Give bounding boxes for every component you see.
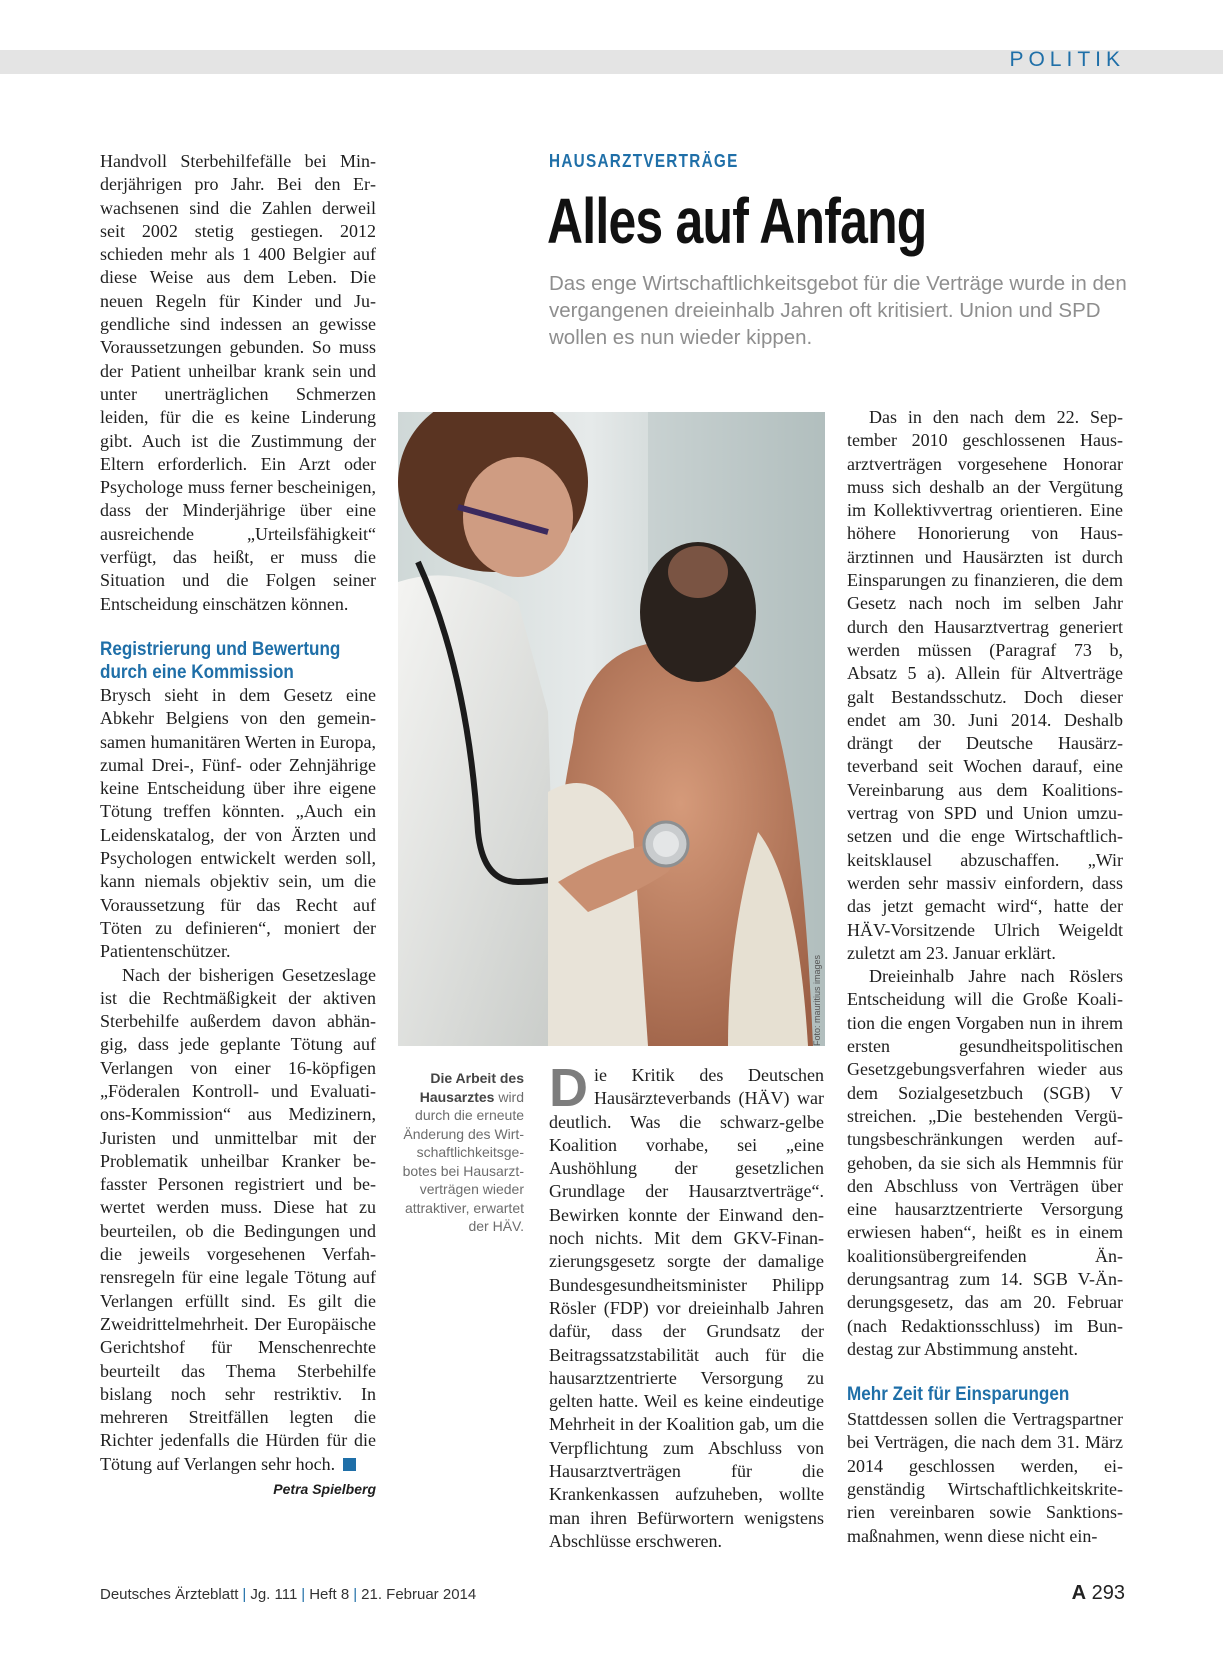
drop-cap: D — [549, 1058, 588, 1118]
article-photo — [398, 412, 825, 1046]
article-title: Alles auf Anfang — [547, 185, 927, 257]
footer-separator: | — [242, 1586, 247, 1603]
page-prefix: A — [1071, 1582, 1087, 1604]
right-paragraph-1: Das in den nach dem 22. September 2010 geschlossenen Hausarztverträgen vorgesehene Honorar muss sich deshalb an der Vergütung im Kollektivvertrag orientieren. Eine höhere Honorierung von Hausärztinnen und Hausärzten ist durch Einsparungen zu finanzieren, die dem Gesetz nach noch im selben Jahr durch den Hausarztvertrag generiert werden müssen (Paragraf 73 b, Absatz 5 a). Allein für Altverträge galt Bestandsschutz. Doch dieser endet am 30. Juni 2014. Deshalb drängt der Deutsche Hausärzteverband seit Wochen darauf, eine Vereinbarung aus dem Koalitionsvertrag von SPD und Union umzusetzen und die enge Wirtschaftlichkeitsklausel abzuschaffen. „Wir werden sehr massiv einfordern, dass das jetzt gemacht wird“, hatte der HÄV-Vorsitzende Ulrich Weigeldt zuletzt am 23. Januar erklärt. — [847, 407, 1123, 963]
photo-credit: Foto: mauritius images — [812, 954, 822, 1046]
left-column — [100, 150, 376, 1501]
left-paragraph-1: Handvoll Sterbehilfefälle bei Minderjährigen pro Jahr. Bei den Erwachsenen sind die Zahlen derweil seit 2002 stetig gestiegen. 2012 schieden mehr als 1 400 Belgier auf diese Weise aus dem Leben. Die neuen Regeln für Kinder und Jugendliche sind indessen an gewisse Voraussetzungen gebunden. So muss der Patient unheilbar krank sein und unter unerträglichen Schmerzen leiden, für die es keine Linderung gibt. Auch ist die Zustimmung der Eltern erforderlich. Ein Arzt oder Psychologe muss ferner bescheinigen, dass der Minderjährige über eine ausreichende „Urteilsfähigkeit“ verfügt, das heißt, er muss die Situation und die Folgen seiner Entscheidung einschätzen können. — [100, 151, 376, 614]
left-paragraph-2: Brysch sieht in dem Gesetz eine Abkehr Belgiens von den gemeinsamen humanitären Werten in Europa, zumal Drei-, Fünf- oder Zehnjährige keine Entscheidung über ihre eigene Tötung treffen könnten. „Auch ein Leidenskatalog, der von Ärzten und Psychologen entwickelt werden soll, kann niemals objektiv sein, um die Voraussetzung für das Recht auf Töten zu definieren“, moniert der Patientenschützer. — [100, 684, 376, 962]
left-subhead-line-2: durch eine Kommission — [100, 661, 294, 683]
left-subhead — [100, 638, 348, 684]
right-subhead: Mehr Zeit für Einsparungen — [847, 1384, 1070, 1406]
issue-date: 21. Februar 2014 — [361, 1586, 477, 1603]
issue: Heft 8 — [309, 1586, 350, 1603]
page-number — [1072, 1582, 1125, 1605]
left-subhead-line-1: Registrierung und Bewertung — [100, 638, 341, 660]
caption-text: wird durch die erneute Änderung des Wirtschaftlichkeitsgebotes bei Hausarztverträgen wieder attraktiver, erwartet der HÄV. — [402, 1088, 524, 1234]
middle-paragraph-1 — [549, 1058, 824, 1553]
end-mark-icon — [343, 1458, 356, 1471]
article-teaser: Das enge Wirtschaftlichkeitsgebot für die Verträge wurde in den vergangenen dreieinhalb Jahren oft kritisiert. Union und SPD wollen es nun wieder kippen. — [549, 272, 1127, 349]
right-paragraph-3: Stattdessen sollen die Vertragspartner bei Verträgen, die nach dem 31. März 2014 geschlossen werden, eigenständig Wirtschaftlichkeitskriterien vereinbaren sowie Sanktionsmaßnahmen, wenn diese nicht ein- — [847, 1409, 1123, 1546]
left-paragraph-3-text: Nach der bisherigen Gesetzeslage ist die Rechtmäßigkeit der aktiven Sterbehilfe außerdem davon abhängig, dass jede geplante Tötung auf Verlangen von einer 16-köpfigen „Föderalen Kontroll- und Evaluations-Kommission“ aus Medizinern, Juristen und unmittelbar mit der Problematik unheilbar Kranker befasster Personen registriert und bewertet werden muss. Diese hat zu beurteilen, ob die Bedingungen und die jeweils vorgesehenen Verfahrensregeln für eine legale Tötung auf Verlangen erfüllt sind. Es gilt die Zweidrittelmehrheit. Der Europäische Gerichtshof für Menschenrechte beurteilt das Thema Sterbehilfe bislang noch sehr restriktiv. In mehreren Streitfällen legten die Richter jedenfalls die Hürden für die Tötung auf Verlangen sehr hoch. — [100, 964, 376, 1474]
section-label: POLITIK — [1009, 48, 1125, 71]
footer-separator: | — [301, 1586, 306, 1603]
page-number-value: 293 — [1091, 1582, 1125, 1604]
right-paragraph-2: Dreieinhalb Jahre nach Röslers Entscheidung will die Große Koalition die engen Vorgaben nun in ihrem ersten gesundheitspolitischen Gesetzgebungsverfahren wieder aus dem Sozialgesetzbuch (SGB) V streichen. „Die bestehenden Vergütungsbeschränkungen werden aufgehoben, da sie sich als Hemmnis für den Abschluss von Verträgen über eine hausarztzentrierte Versorgung erwiesen haben“, heißt es in einem koalitionsübergreifenden Änderungsantrag zum 14. SGB V-Änderungsgesetz, das am 20. Februar (nach Redaktionsschluss) im Bundestag zur Abstimmung ansteht. — [847, 966, 1123, 1359]
footer-separator: | — [353, 1586, 358, 1603]
doctor-patient-illustration — [398, 412, 825, 1046]
middle-column — [549, 1058, 824, 1553]
author-name: Petra Spielberg — [273, 1481, 376, 1498]
page-footer — [100, 1586, 476, 1603]
journal-name: Deutsches Ärzteblatt — [100, 1586, 239, 1603]
middle-paragraph-1-text: ie Kritik des Deutschen Hausärzteverbands (HÄV) war deutlich. Was die schwarz-gelbe Koalition vorhabe, sei „eine Aushöhlung der gesetzlichen Grundlage der Hausarztverträge“. Bewirken konnte der Einwand dennoch nichts. Mit dem GKV-Finanzierungsgesetz sorgte der damalige Bundesgesundheitsminister Philipp Rösler (FDP) vor dreieinhalb Jahren dafür, dass der Grundsatz der Beitragssatzstabilität auch für die hausarztzentrierte Versorgung zu gelten hatte. Weil es keine eindeutige Mehrheit in der Koalition gab, um die Verpflichtung zum Abschluss von Hausarztverträgen für die Krankenkassen aufzuheben, wollte man ihren Befürwortern wenigstens Abschlüsse erschweren. — [549, 1065, 824, 1551]
photo-caption — [398, 1069, 524, 1236]
right-column — [847, 406, 1123, 1548]
left-paragraph-3 — [100, 964, 376, 1477]
caption-bold: Die Arbeit des Hausarztes — [419, 1070, 524, 1105]
volume: Jg. 111 — [250, 1586, 298, 1603]
article-kicker: HAUSARZTVERTRÄGE — [549, 151, 739, 171]
